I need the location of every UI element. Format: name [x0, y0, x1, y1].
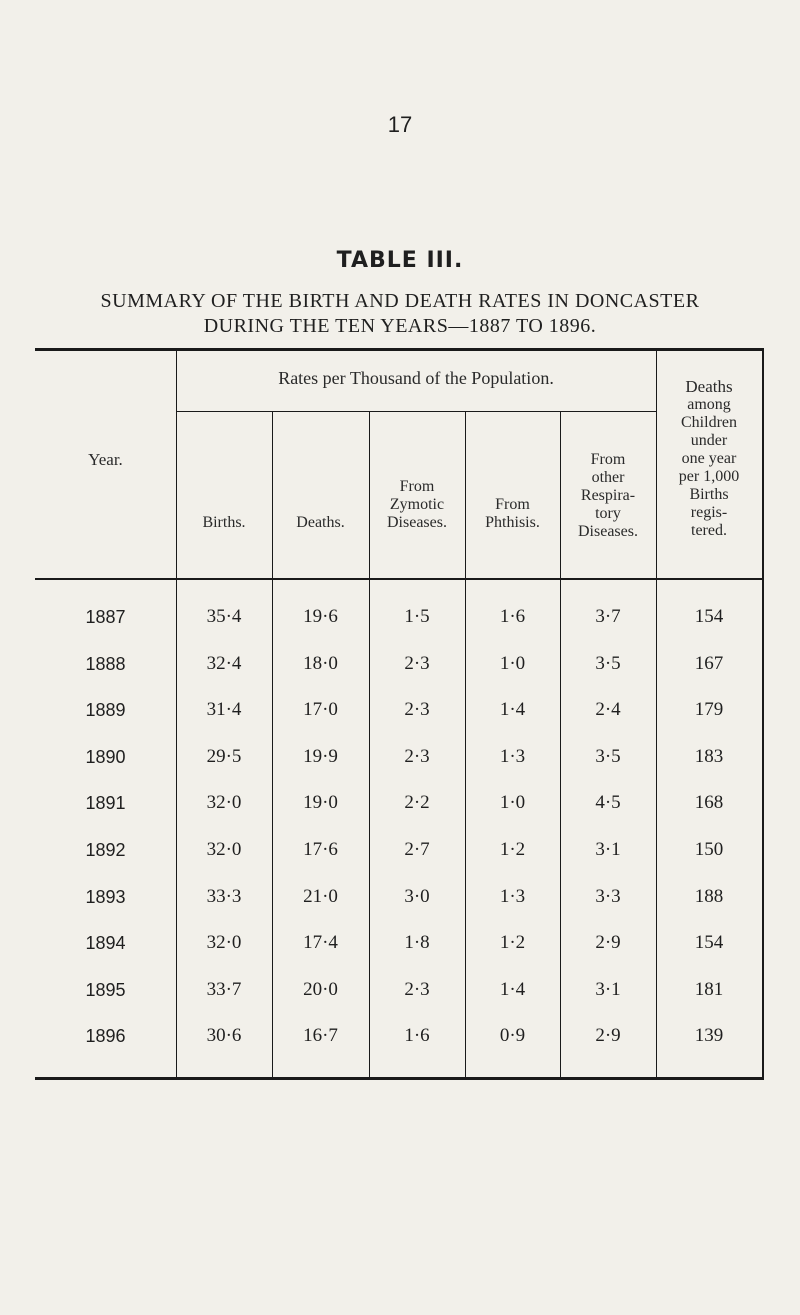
cell-births: 33·3	[206, 886, 242, 907]
cell-respiratory: 4·5	[595, 792, 621, 813]
cell-respiratory: 2·4	[595, 699, 621, 720]
cell-births: 30·6	[206, 1025, 242, 1046]
header-phthisis-line: From	[495, 496, 530, 513]
cell-births: 31·4	[206, 699, 242, 720]
header-zymotic-line: Diseases.	[387, 514, 447, 531]
cell-year: 1894	[85, 933, 126, 953]
cell-respiratory: 3·1	[595, 839, 621, 860]
cell-zymotic: 1·6	[404, 1025, 430, 1046]
cell-zymotic: 3·0	[404, 886, 430, 907]
header-infant-deaths	[656, 378, 762, 540]
cell-zymotic: 2·7	[404, 839, 430, 860]
cell-births: 29·5	[206, 746, 242, 767]
cell-infant-deaths: 188	[694, 886, 724, 907]
cell-phthisis: 1·0	[499, 653, 526, 674]
cell-births: 32·0	[206, 792, 242, 813]
cell-phthisis: 1·0	[499, 792, 526, 813]
header-respiratory-line: Diseases.	[578, 523, 638, 540]
cell-infant-deaths: 150	[694, 839, 724, 860]
cell-births: 32·4	[206, 653, 242, 674]
cell-phthisis: 1·3	[499, 886, 526, 907]
cell-deaths: 19·9	[303, 746, 338, 767]
cell-infant-deaths: 183	[694, 746, 724, 767]
cell-infant-deaths: 154	[694, 932, 724, 953]
header-infant-line: among	[687, 396, 731, 413]
cell-zymotic: 2·3	[404, 979, 430, 1000]
cell-year: 1892	[85, 840, 126, 860]
cell-zymotic: 1·5	[404, 606, 430, 627]
cell-infant-deaths: 167	[694, 653, 724, 674]
cell-deaths: 17·4	[303, 932, 338, 953]
cell-zymotic: 2·2	[404, 792, 430, 813]
header-infant-line: under	[690, 432, 728, 449]
header-phthisis-line: Phthisis.	[485, 514, 540, 531]
cell-deaths: 19·0	[303, 792, 338, 813]
cell-year: 1896	[85, 1026, 126, 1046]
header-respiratory-line: tory	[595, 505, 621, 522]
header-infant-line: Children	[681, 414, 737, 431]
table-subtitle-line-2: DURING THE TEN YEARS—1887 TO 1896.	[203, 315, 597, 337]
cell-zymotic: 2·3	[404, 653, 430, 674]
header-infant-line: regis-	[690, 504, 728, 521]
header-deaths: Deaths.	[296, 514, 345, 531]
cell-year: 1895	[85, 980, 126, 1000]
header-rates-group: Rates per Thousand of the Population.	[278, 368, 554, 388]
header-births: Births.	[202, 514, 246, 531]
cell-births: 33·7	[206, 979, 242, 1000]
cell-year: 1888	[85, 654, 126, 674]
table-right-border	[762, 350, 764, 1080]
cell-infant-deaths: 181	[694, 979, 724, 1000]
header-zymotic-line: Zymotic	[389, 496, 445, 513]
table-title: TABLE III.	[336, 248, 464, 273]
header-respiratory-line: other	[591, 469, 625, 486]
cell-respiratory: 3·7	[595, 606, 621, 627]
cell-respiratory: 2·9	[595, 1025, 621, 1046]
cell-deaths: 18·0	[303, 653, 338, 674]
cell-deaths: 17·0	[303, 699, 338, 720]
cell-year: 1887	[85, 607, 126, 627]
cell-zymotic: 2·3	[404, 699, 430, 720]
cell-births: 35·4	[206, 606, 242, 627]
cell-infant-deaths: 179	[694, 699, 724, 720]
header-infant-line: one year	[681, 450, 737, 467]
cell-phthisis: 1·2	[499, 839, 526, 860]
cell-infant-deaths: 154	[694, 606, 724, 627]
header-bottom-rule	[35, 578, 764, 580]
header-respiratory-line: Respira-	[580, 487, 636, 504]
header-phthisis	[465, 496, 560, 532]
cell-zymotic: 1·8	[404, 932, 430, 953]
cell-deaths: 19·6	[303, 606, 338, 627]
cell-births: 32·0	[206, 839, 242, 860]
cell-respiratory: 3·3	[595, 886, 621, 907]
cell-phthisis: 1·4	[499, 979, 526, 1000]
cell-year: 1890	[85, 747, 126, 767]
cell-respiratory: 3·1	[595, 979, 621, 1000]
header-infant-line: Deaths	[685, 377, 733, 396]
cell-births: 32·0	[206, 932, 242, 953]
page-number: 17	[387, 112, 413, 137]
cell-phthisis: 1·4	[499, 699, 526, 720]
cell-respiratory: 3·5	[595, 653, 621, 674]
cell-year: 1893	[85, 887, 126, 907]
header-infant-line: Births	[689, 486, 729, 503]
header-respiratory	[560, 451, 656, 541]
cell-respiratory: 3·5	[595, 746, 621, 767]
header-year: Year.	[88, 450, 123, 469]
table-bottom-rule	[35, 1077, 764, 1080]
cell-phthisis: 0·9	[499, 1025, 526, 1046]
cell-phthisis: 1·2	[499, 932, 526, 953]
header-respiratory-line: From	[590, 451, 626, 468]
cell-year: 1889	[85, 700, 126, 720]
cell-phthisis: 1·6	[499, 606, 526, 627]
table-top-rule	[35, 348, 764, 351]
cell-respiratory: 2·9	[595, 932, 621, 953]
header-zymotic-line: From	[399, 478, 435, 495]
cell-phthisis: 1·3	[499, 746, 526, 767]
table-subtitle-line-1: SUMMARY OF THE BIRTH AND DEATH RATES IN DONCASTER	[100, 290, 700, 312]
header-infant-line: tered.	[691, 522, 727, 539]
cell-zymotic: 2·3	[404, 746, 430, 767]
cell-deaths: 17·6	[303, 839, 338, 860]
cell-infant-deaths: 139	[694, 1025, 724, 1046]
cell-deaths: 20·0	[303, 979, 338, 1000]
header-zymotic	[369, 478, 465, 532]
cell-year: 1891	[85, 793, 126, 813]
cell-deaths: 21·0	[303, 886, 338, 907]
header-infant-line: per 1,000	[678, 468, 740, 485]
group-header-rule	[176, 411, 656, 412]
cell-infant-deaths: 168	[694, 792, 724, 813]
cell-deaths: 16·7	[303, 1025, 338, 1046]
